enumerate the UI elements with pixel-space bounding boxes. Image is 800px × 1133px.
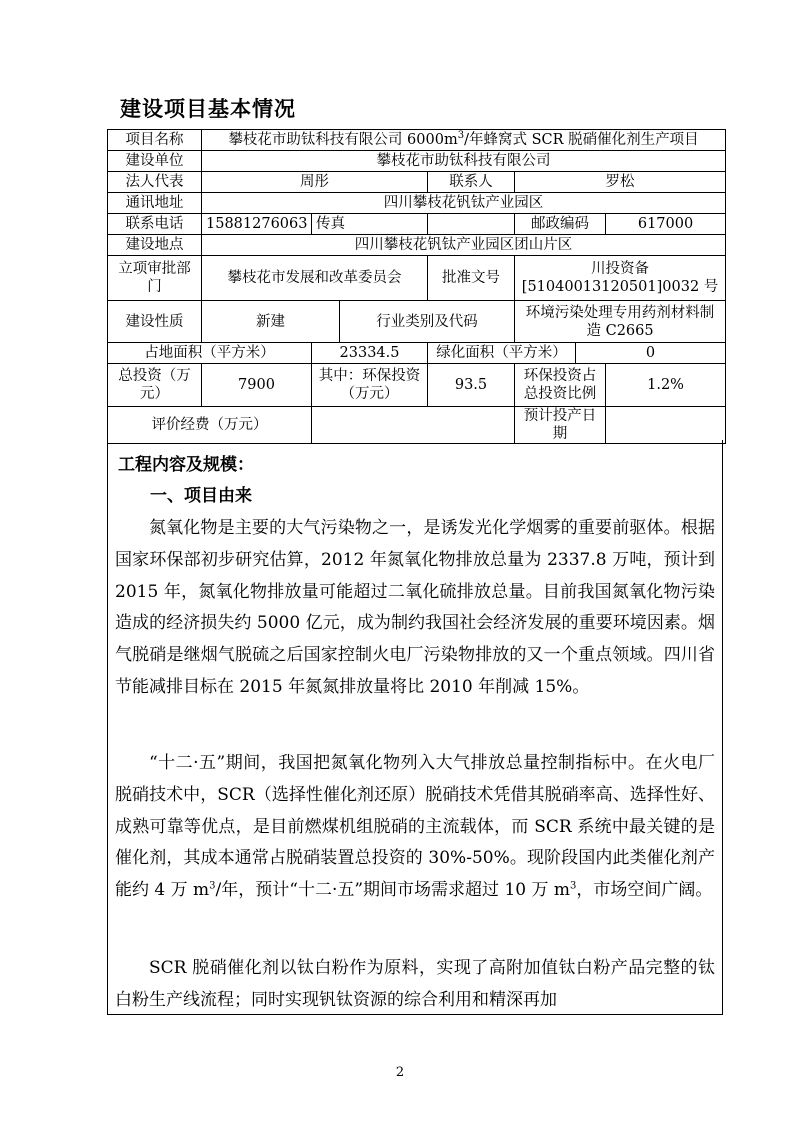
row-area — [108, 343, 726, 364]
label-green-area: 绿化面积（平方米） — [428, 343, 576, 364]
value-fax — [428, 214, 515, 235]
subsection-title: 一、项目由来 — [150, 486, 252, 506]
label-legal-representative: 法人代表 — [108, 172, 202, 193]
value-approval-number: 川投资备[51040013120501]0032 号 — [515, 256, 726, 301]
value-green-area: 0 — [576, 343, 726, 364]
label-env-investment: 其中：环保投资（万元） — [312, 364, 428, 407]
section-title: 工程内容及规模： — [118, 455, 254, 475]
label-approval-number: 批准文号 — [428, 256, 515, 301]
value-project-name: 攀枝花市助钛科技有限公司 $6000m^3/$年蜂窝式 SCR 脱硝催化剂生产项目 — [202, 130, 726, 151]
value-legal-representative: 周彤 — [202, 172, 428, 193]
label-fax: 传真 — [312, 214, 428, 235]
label-postcode: 邮政编码 — [515, 214, 606, 235]
label-evaluation-fee: 评价经费（万元） — [108, 407, 312, 444]
value-approval-dept: 攀枝花市发展和改革委员会 — [202, 256, 428, 301]
value-env-investment: 93.5 — [428, 364, 515, 407]
paragraph-3: SCR 脱硝催化剂以钛白粉作为原料，实现了高附加值钛白粉产品完整的钛白粉生产线流程；同时实现钒钛资源的综合利用和精深再加 — [115, 958, 715, 1010]
label-approval-dept: 立项审批部门 — [108, 256, 202, 301]
label-project-name: 项目名称 — [108, 130, 202, 151]
value-address: 四川攀枝花钒钛产业园区 — [202, 193, 726, 214]
row-construction-unit — [108, 151, 726, 172]
label-phone: 联系电话 — [108, 214, 202, 235]
row-project-name — [108, 130, 726, 151]
label-location: 建设地点 — [108, 235, 202, 256]
label-contact-person: 联系人 — [428, 172, 515, 193]
value-production-date — [606, 407, 726, 444]
row-approval — [108, 256, 726, 301]
paragraph-2: “十二·五”期间，我国把氮氧化物列入大气排放总量控制指标中。在火电厂脱硝技术中，SCR（选择性催化剂还原）脱硝技术凭借其脱硝率高、选择性好、成熟可靠等优点，是目前燃煤机组脱硝的主流载体，而 SCR 系统中最关键的是催化剂，其成本通常占脱硝装置总投资的 30%-50%。现阶段国内此类催化剂产能约 4 万 $m^3/$年，预计“十二·五”期间市场需求超过 10 万 $m^3$，市场空间广阔。 — [115, 753, 715, 901]
label-env-ratio: 环保投资占总投资比例 — [515, 364, 606, 407]
row-phone — [108, 214, 726, 235]
label-construction-nature: 建设性质 — [108, 301, 202, 343]
value-phone: 15881276063 — [202, 214, 312, 235]
value-industry-category: 环境污染处理专用药剂材料制造 C2665 — [515, 301, 726, 343]
value-construction-nature: 新建 — [202, 301, 340, 343]
project-info-table — [107, 129, 726, 444]
label-production-date: 预计投产日期 — [515, 407, 606, 444]
row-legal-representative — [108, 172, 726, 193]
value-location: 四川攀枝花钒钛产业园区团山片区 — [202, 235, 726, 256]
row-address — [108, 193, 726, 214]
page-number: 2 — [395, 1065, 405, 1080]
value-total-investment: 7900 — [202, 364, 312, 407]
value-evaluation-fee — [312, 407, 515, 444]
row-investment — [108, 364, 726, 407]
row-location — [108, 235, 726, 256]
label-construction-unit: 建设单位 — [108, 151, 202, 172]
label-industry-category: 行业类别及代码 — [340, 301, 515, 343]
value-postcode: 617000 — [606, 214, 726, 235]
value-env-ratio: 1.2% — [606, 364, 726, 407]
paragraph-1: 氮氧化物是主要的大气污染物之一，是诱发光化学烟雾的重要前驱体。根据国家环保部初步研究估算，2012 年氮氧化物排放总量为 2337.8 万吨，预计到 2015 年，氮氧化物排放量可能超过二氧化硫排放总量。目前我国氮氧化物污染造成的经济损失约 5000 亿元，成为制约我国社会经济发展的重要环境因素。烟气脱硝是继烟气脱硫之后国家控制火电厂污染物排放的又一个重点领域。四川省节能减排目标在 2015 年氮氮排放量将比 2010 年削减 15%。 — [115, 518, 715, 697]
page-title: 建设项目基本情况 — [120, 96, 296, 121]
value-construction-unit: 攀枝花市助钛科技有限公司 — [202, 151, 726, 172]
value-contact-person: 罗松 — [515, 172, 726, 193]
label-address: 通讯地址 — [108, 193, 202, 214]
value-land-area: 23334.5 — [312, 343, 428, 364]
row-construction-nature — [108, 301, 726, 343]
label-total-investment: 总投资（万元） — [108, 364, 202, 407]
row-evaluation — [108, 407, 726, 444]
label-land-area: 占地面积（平方米） — [108, 343, 312, 364]
